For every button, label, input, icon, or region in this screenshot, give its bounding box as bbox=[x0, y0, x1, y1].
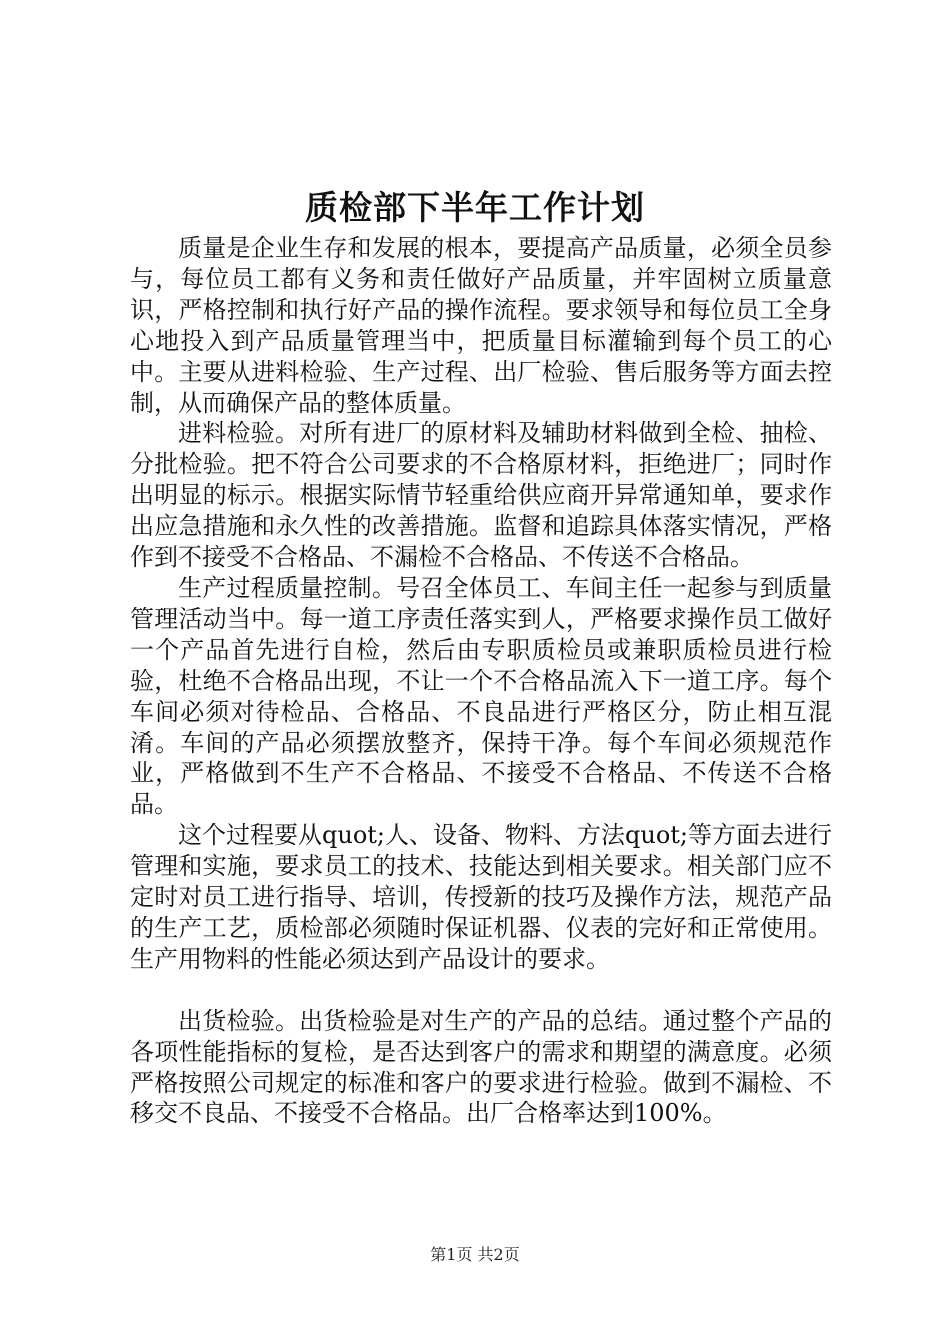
paragraph-incoming-inspection: 进料检验。对所有进厂的原材料及辅助材料做到全检、抽检、分批检验。把不符合公司要求的不合格原材料，拒绝进厂；同时作出明显的标示。根据实际情节轻重给供应商开异常通知单，要求作出应急措施和永久性的改善措施。监督和追踪具体落实情况，严格作到不接受不合格品、不漏检不合格品、不传送不合格品。 bbox=[130, 419, 832, 572]
paragraph-intro: 质量是企业生存和发展的根本，要提高产品质量，必须全员参与，每位员工都有义务和责任做好产品质量，并牢固树立质量意识，严格控制和执行好产品的操作流程。要求领导和每位员工全身心地投入到产品质量管理当中，把质量目标灌输到每个员工的心中。主要从进料检验、生产过程、出厂检验、售后服务等方面去控制，从而确保产品的整体质量。 bbox=[130, 234, 832, 417]
document-title: 质检部下半年工作计划 bbox=[305, 188, 645, 227]
page-footer: 第1页 共2页 bbox=[430, 1245, 520, 1264]
paragraph-process-management: 这个过程要从quot;人、设备、物料、方法quot;等方面去进行管理和实施，要求员工的技术、技能达到相关要求。相关部门应不定时对员工进行指导、培训，传授新的技巧及操作方法，规范产品的生产工艺，质检部必须随时保证机器、仪表的完好和正常使用。生产用物料的性能必须达到产品设计的要求。 bbox=[130, 821, 832, 973]
paragraph-shipment-inspection: 出货检验。出货检验是对生产的产品的总结。通过整个产品的各项性能指标的复检，是否达到客户的需求和期望的满意度。必须严格按照公司规定的标准和客户的要求进行检验。做到不漏检、不移交不良品、不接受不合格品。出厂合格率达到100%。 bbox=[130, 1006, 832, 1128]
paragraph-production-control: 生产过程质量控制。号召全体员工、车间主任一起参与到质量管理活动当中。每一道工序责任落实到人，严格要求操作员工做好一个产品首先进行自检，然后由专职质检员或兼职质检员进行检验，杜绝不合格品出现，不让一个不合格品流入下一道工序。每个车间必须对待检品、合格品、不良品进行严格区分，防止相互混淆。车间的产品必须摆放整齐，保持干净。每个车间必须规范作业，严格做到不生产不合格品、不接受不合格品、不传送不合格品。 bbox=[130, 573, 832, 819]
document-body bbox=[130, 233, 832, 1129]
